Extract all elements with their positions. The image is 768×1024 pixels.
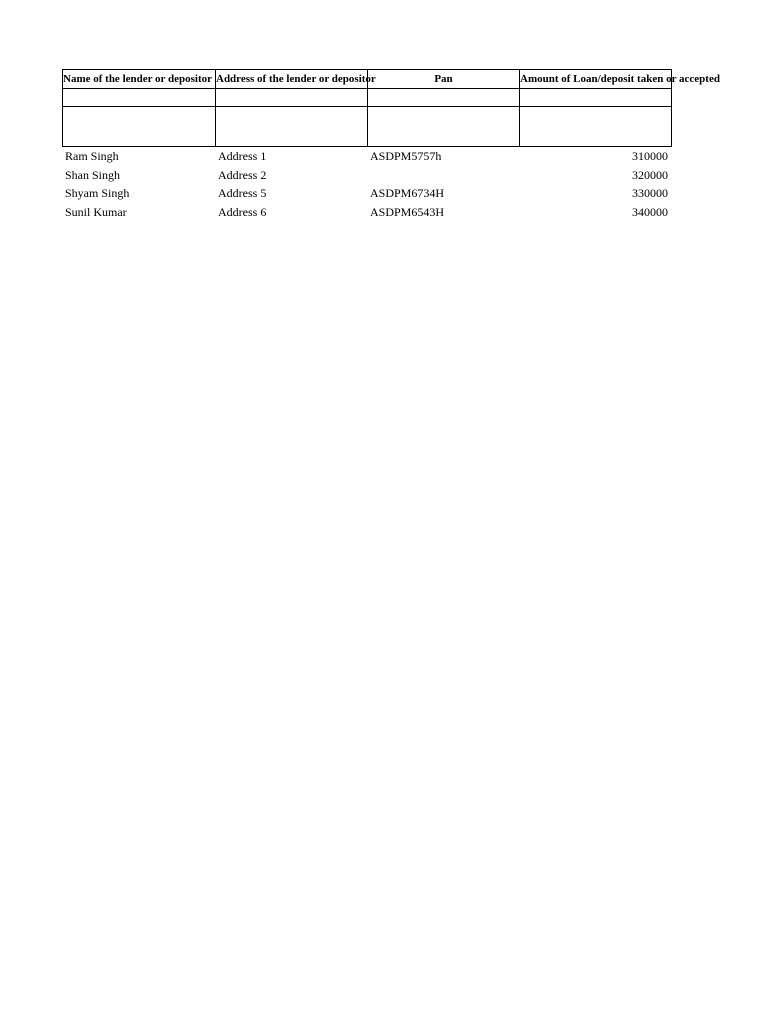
header-amount[interactable]: Amount of Loan/deposit taken or accepted [520,73,720,85]
spreadsheet-table [62,69,720,221]
table-row [62,203,672,222]
lender-address-cell[interactable]: Address 6 [218,204,267,219]
empty-cell[interactable] [63,107,216,146]
empty-cell[interactable] [216,107,368,146]
empty-cell[interactable] [63,89,216,106]
empty-cell[interactable] [368,107,520,146]
lender-name-cell[interactable]: Sunil Kumar [65,204,127,219]
lender-address-cell[interactable]: Address 5 [218,186,267,200]
lender-name-cell[interactable]: Shyam Singh [65,186,130,200]
empty-cell[interactable] [520,107,671,146]
lender-address-cell[interactable]: Address 1 [218,149,267,163]
pan-cell[interactable]: ASDPM6543H [370,204,445,219]
table-row [62,166,672,185]
empty-row [62,107,672,147]
table-row [62,147,672,166]
lender-name-cell[interactable]: Shan Singh [65,167,121,182]
amount-cell[interactable]: 320000 [632,167,668,182]
lender-name-cell[interactable]: Ram Singh [65,149,119,163]
header-pan[interactable]: Pan [368,70,520,88]
amount-cell[interactable]: 310000 [632,149,668,163]
header-name[interactable]: Name of the lender or depositor [63,70,216,88]
pan-cell[interactable] [367,166,519,185]
empty-cell[interactable] [520,89,671,106]
header-address[interactable]: Address of the lender or depositor [216,70,368,88]
pan-cell[interactable]: ASDPM5757h [370,149,442,163]
header-row [62,69,720,89]
amount-cell[interactable]: 330000 [632,186,668,200]
pan-cell[interactable]: ASDPM6734H [370,186,445,200]
amount-cell[interactable]: 340000 [632,204,668,219]
table-row [62,184,672,203]
lender-address-cell[interactable]: Address 2 [218,167,267,182]
empty-cell[interactable] [368,89,520,106]
empty-row [62,89,672,107]
empty-cell[interactable] [216,89,368,106]
